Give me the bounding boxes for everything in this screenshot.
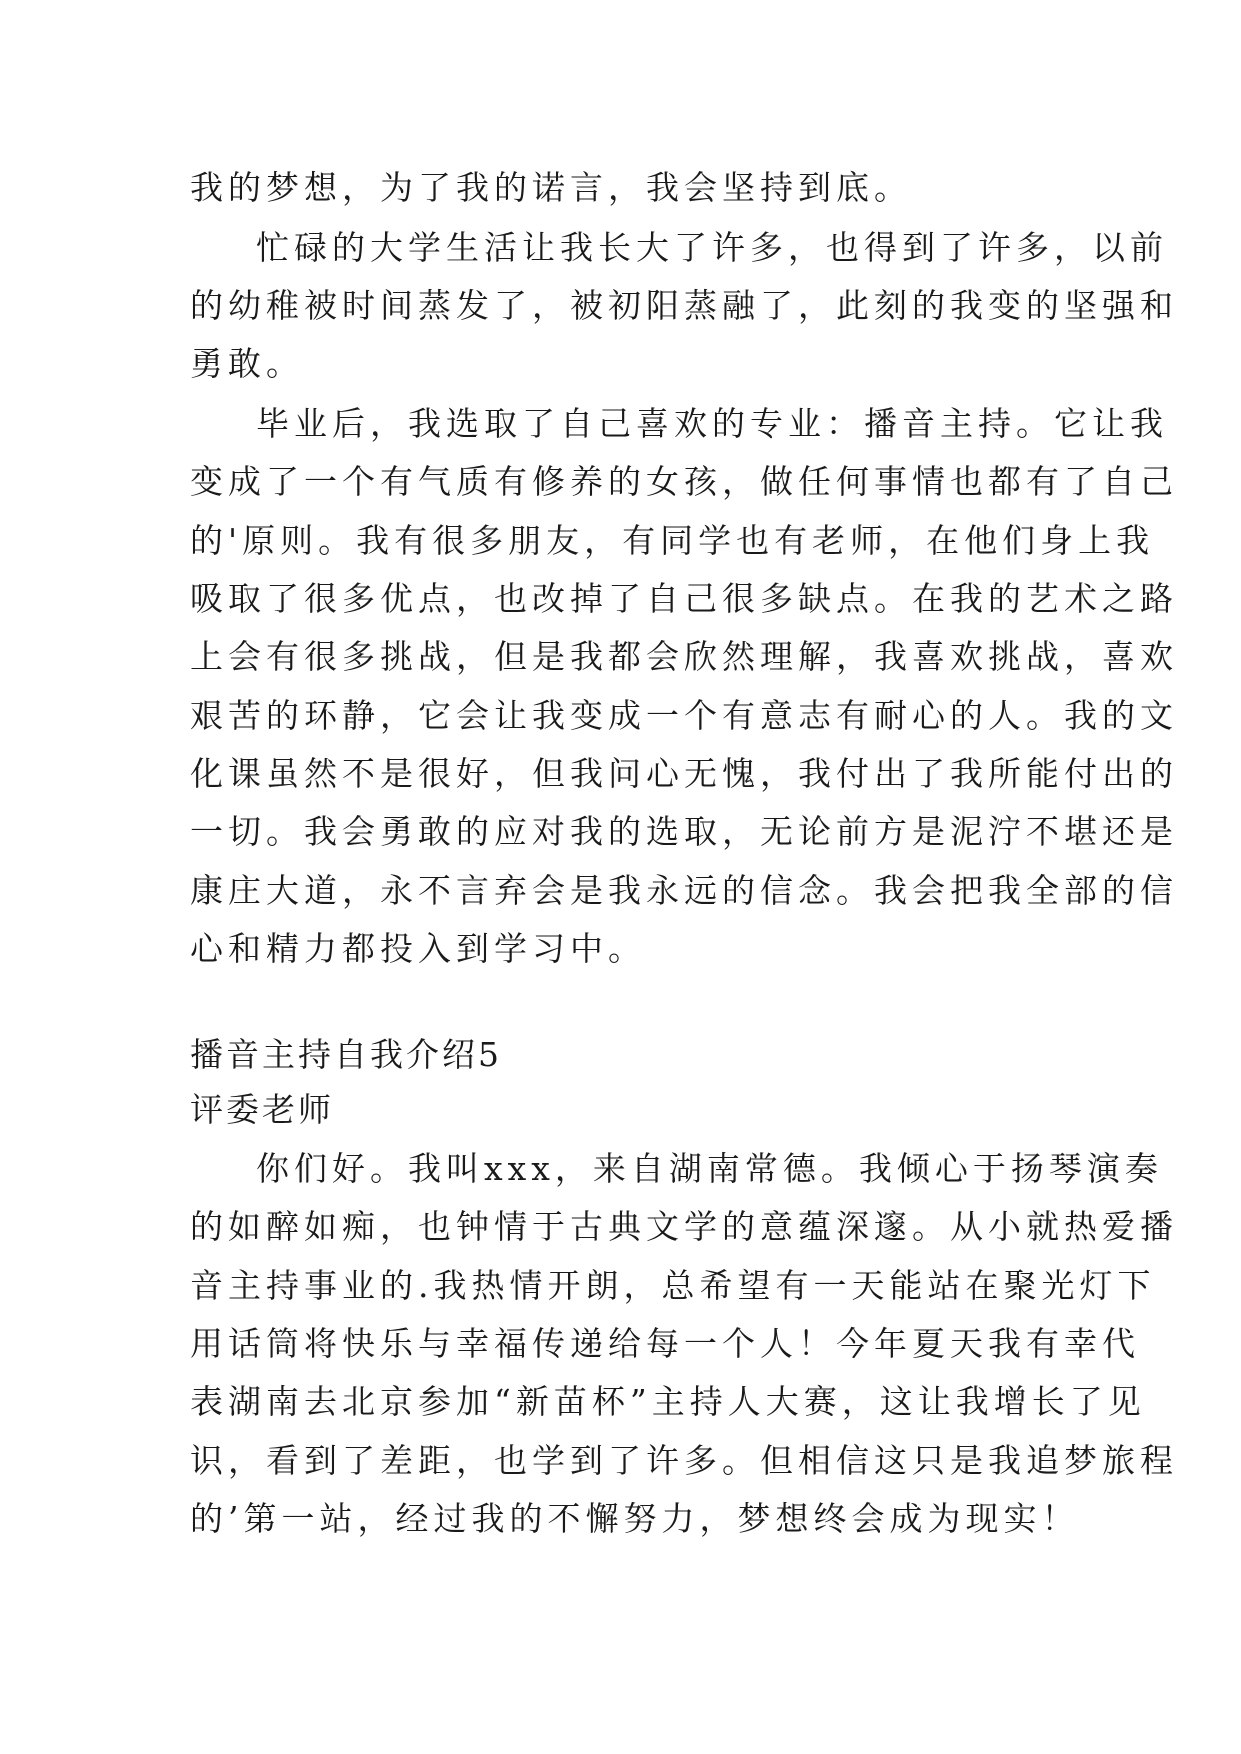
paragraph-line: 变成了一个有气质有修养的女孩，做任何事情也都有了自己 xyxy=(190,462,1178,501)
section-title: 播音主持自我介绍5 xyxy=(190,1035,502,1074)
paragraph-line: 音主持事业的.我热情开朗，总希望有一天能站在聚光灯下 xyxy=(190,1266,1156,1305)
salutation: 评委老师 xyxy=(190,1090,334,1129)
paragraph-line: 我的梦想，为了我的诺言，我会坚持到底。 xyxy=(190,168,912,207)
paragraph-line: 用话筒将快乐与幸福传递给每一个人！今年夏天我有幸代 xyxy=(190,1324,1140,1363)
paragraph-line: 康庄大道，永不言弃会是我永远的信念。我会把我全部的信 xyxy=(190,871,1178,910)
paragraph-line: 识，看到了差距，也学到了许多。但相信这只是我追梦旅程 xyxy=(190,1441,1178,1480)
paragraph-line: 的'原则。我有很多朋友，有同学也有老师，在他们身上我 xyxy=(190,521,1155,560)
paragraph-line: 的幼稚被时间蒸发了，被初阳蒸融了，此刻的我变的坚强和 xyxy=(190,286,1178,325)
paragraph-line: 化课虽然不是很好，但我问心无愧，我付出了我所能付出的 xyxy=(190,754,1178,793)
paragraph-line: 上会有很多挑战，但是我都会欣然理解，我喜欢挑战，喜欢 xyxy=(190,637,1178,676)
paragraph-line: 吸取了很多优点，也改掉了自己很多缺点。在我的艺术之路 xyxy=(190,579,1178,618)
paragraph-line: 表湖南去北京参加“新苗杯”主持人大赛，这让我增长了见 xyxy=(190,1382,1146,1421)
paragraph-line: 勇敢。 xyxy=(190,344,304,383)
paragraph-line: 艰苦的环静，它会让我变成一个有意志有耐心的人。我的文 xyxy=(190,696,1178,735)
paragraph-line: 心和精力都投入到学习中。 xyxy=(190,929,646,968)
paragraph-line: 的如醉如痴，也钟情于古典文学的意蕴深邃。从小就热爱播 xyxy=(190,1207,1178,1246)
paragraph-line: 毕业后，我选取了自己喜欢的专业：播音主持。它让我 xyxy=(256,404,1168,443)
paragraph-line: 的’第一站，经过我的不懈努力，梦想终会成为现实！ xyxy=(190,1499,1080,1538)
paragraph-line: 你们好。我叫xxx，来自湖南常德。我倾心于扬琴演奏 xyxy=(256,1149,1163,1188)
paragraph-line: 一切。我会勇敢的应对我的选取，无论前方是泥泞不堪还是 xyxy=(190,812,1178,851)
paragraph-line: 忙碌的大学生活让我长大了许多，也得到了许多，以前 xyxy=(256,228,1168,267)
